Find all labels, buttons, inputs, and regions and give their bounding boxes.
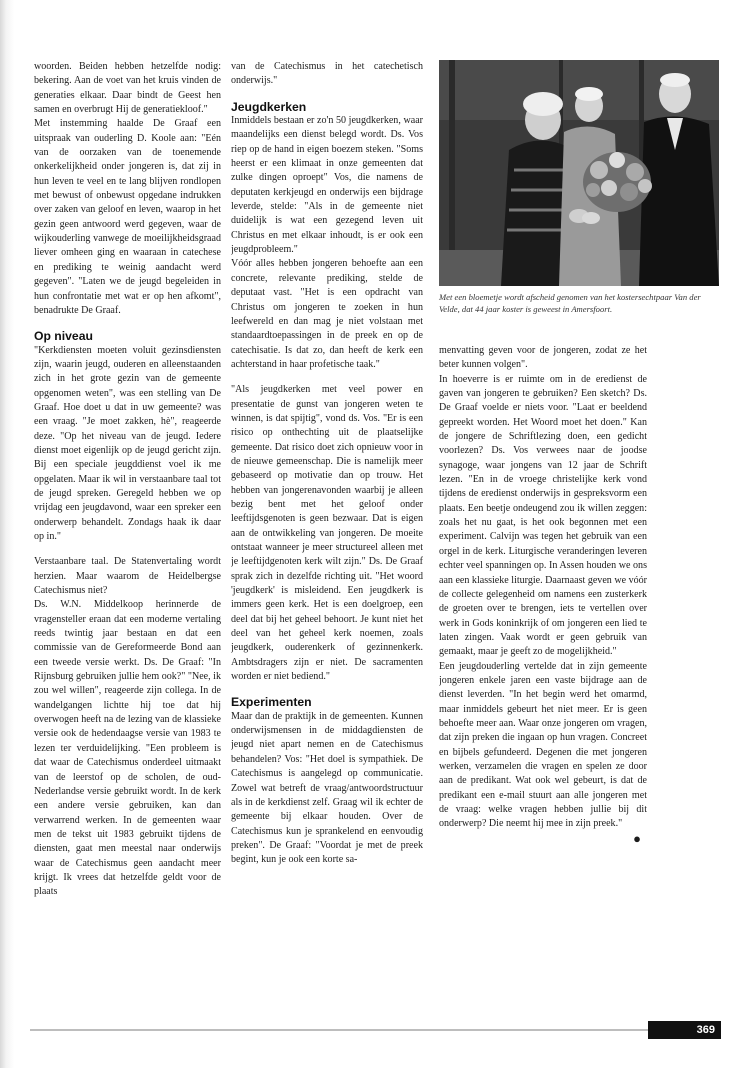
end-of-article-mark: ● (633, 830, 641, 846)
paragraph: "Kerkdiensten moeten voluit gezinsdiensten zijn, waarin jeugd, ouderen en alleenstaanden zich in het grote gezin van de gemeente opgenomen weten", was een stelling van De Graaf. Hoe doet u dat in uw gemeente? was een vraag. "Je moet zakken, hè", reageerde deze. "Op het niveau van de jeugd. Iedere dienst moet eigenlijk op de jeugd gericht zijn. Bij een speciale jeugddienst voel ik me opgelaten. Maar ik wil in verstaanbare taal tot de jeugd spreken. Geregeld hebben we op vrijdag een jeugdavond, waar een spreker een onderwerp behandelt. Zondags haak ik daar op in." (34, 344, 221, 542)
paragraph: Maar dan de praktijk in de gemeenten. Kunnen onderwijsmensen in de middagdiensten de jeugd niet apart nemen en de Catechismus behandelen? Vos: "Het doel is sympathiek. De Catechismus is aangelegd op communicatie. Zowel wat betreft de vraag/antwoordstructuur als in de kerkdienst zelf. Graag wil ik echter de gemeente bij elkaar houden. Over de Catechismus kun je sprankelend en eenvoudig preken". De Graaf: "Voordat je met de preek begint, kun je ook een korte sa- (231, 710, 423, 866)
paragraph: In hoeverre is er ruimte om in de eredienst de gaven van jongeren te gebruiken? Een sketch? Ds. De Graaf voelde er niets voor. "Laat er beeldend gepreekt worden. Het Woord moet het doen." Kan de jongere de Schriftlezing doen, een gedicht voorlezen? Ds. Vos verwees naar de joodse synagoge, waar jongens van 12 jaar de Schrift lezen. "En in de vroege christelijke kerk vond tijdens de eredienst onderwijs in gespreksvorm een plaats. Een beetje ondeugend zou ik willen zeggen: zoals het nu gaat, is het ook begonnen met een experiment. Calvijn was tegen het gebruik van een orgel in de kerk. Liturgische veranderingen leveren echter veel spanningen op. In Assen houden we ons aan een klassieke liturgie. Daarnaast geven we vóór de collecte gelegenheid om namens een zusterkerk de groeten over te brengen, iets te vertellen over werk in Gods koninkrijk of om jongeren een lied te laten zingen. Vaak wordt er geen gebruik van gemaakt, maar je geeft zo de mogelijkheid." (439, 373, 647, 658)
section-heading-experimenten: Experimenten (231, 695, 312, 710)
page-number: 369 (648, 1021, 721, 1039)
paragraph: "Als jeugdkerken met veel power en presentatie de gunst van jongeren weten te winnen, is dat spijtig", vond ds. Vos. "Er is een risico op onthechting uit de plaatselijke gemeente. Dat risico doet zich opnieuw voor in de nieuwe gemeenschap. Die is namelijk meer gebaseerd op motivatie dan op trouw. Het hebben van jongerenavonden waarbij je alleen bezig bent met het geloof onder leeftijdsgenoten is geen bezwaar. Dat is eigen aan de ontwikkeling van jongeren. De moeite ontstaat wanneer je meer structureel alleen met je leeftijdgenoten kerk wilt zijn." Ds. De Graaf sprak zich in dezelfde richting uit. "Het woord 'jeugdkerk' is misleidend. Een jeugdkerk is immers geen kerk. Het is een doelgroep, een deel dat bij het geheel behoort. Je kunt niet het deel van het geheel kerk noemen, zoals jeugdkerk, ouderenkerk of gezinnenkerk. Ambtsdragers zijn er niet. De sacramenten worden er niet bediend." (231, 384, 423, 683)
photo-illustration (439, 60, 719, 286)
section-heading-jeugdkerken: Jeugdkerken (231, 99, 307, 114)
paragraph: Met instemming haalde De Graaf een uitspraak van ouderling D. Koole aan: "Eén van de oorzaken van de toenemende onkerkelijkheid onder jongeren is, dat zij in hun leven te veel en te lang blijven rondlopen met bewust of onbewust opgedane indrukken over zaken van geloof en leven, waarop in het gezin geen antwoord werd gegeven, waar de wijkouderling vanwege de moeilijkheidsgraad liever omheen ging en waaraan in catechese en prediking te weinig aandacht werd gegeven". "Laten we de jeugd begeleiden in hun confrontatie met wat er op hen afkomt", benadrukte De Graaf. (34, 118, 221, 316)
photo-caption: Met een bloemetje wordt afscheid genomen van het kostersechtpaar Van der Velde, dat 44 jaar koster is geweest in Amersfoort. (439, 292, 701, 314)
paragraph: Een jeugdouderling vertelde dat in zijn gemeente jongeren enkele jaren een vaste bijdrage aan de dienst leverden. "In het begin werd het omarmd, maar inmiddels gebeurt het niet meer. Er is geen behoefte meer aan. Waar onze jongeren om vragen, dat zijn preken die ingaan op hun vragen. Concreet en bijbels gefundeerd. Degenen die met jongeren werken, verzamelen die vragen en spelen ze door aan de predikant. Wat ook wel gebeurt, is dat de predikant een e-mail stuurt aan alle jongeren met de vraag: welke vragen hebben jullie bij dit onderwerp? Die neemt hij mee in zijn preek." (439, 660, 647, 830)
footer-rule (30, 1029, 648, 1031)
text-column-3 (439, 344, 647, 1024)
paragraph: Vóór alles hebben jongeren behoefte aan een concrete, relevante prediking, stelde de deputaat vast. "Het is een opdracht van Christus om jongeren te zoeken in hun leefwereld en dan mag je niet volstaan met standaardtoepassingen in de preek en op de catechisatie. Is dat zo, dan heeft de kerk een achterstand in haar profetische taak." (231, 258, 423, 370)
paragraph: woorden. Beiden hebben hetzelfde nodig: bekering. Aan de voet van het kruis vinden de generaties elkaar. Daar bindt de Geest hen samen en overbrugt Hij de generatiekloof." (34, 61, 221, 116)
paragraph: Ds. W.N. Middelkoop herinnerde de vragensteller eraan dat een moderne vertaling reeds twintig jaar bestaan en dat een commissie van de Gereformeerde Bond aan een tweede versie werkt. Ds. De Graaf: "In Rijnsburg gebruiken jullie hem ook?" "Nee, ik zou wel willen", reageerde zijn collega. In de wandelgangen lichtte hij toe dat hij overwogen heeft na de lezing van de klassieke versie ook de hedendaagse versie van 1983 te lezen ter verduidelijking. "Een probleem is dat waar de Catechismus onderdeel uitmaakt van de leerstof op de scholen, de oud-Nederlandse versie gebruikt wordt. In de kerk een andere versie gebruiken, kan dan verwarrend werken. In de gemeenten waar men de tekst uit 1983 gebruikt tijdens de diensten, gaat men meestal naar onderwijs waar de Catechismus geen aandacht meer krijgt. Ik vrees dat hetzelfde geldt voor de plaats (34, 599, 221, 898)
photo-farewell-flowers (439, 60, 719, 286)
paragraph: Verstaanbare taal. De Statenvertaling wordt herzien. Maar waarom de Heidelbergse Catechismus niet? (34, 556, 221, 597)
paragraph: Inmiddels bestaan er zo'n 50 jeugdkerken, waar maandelijks een dienst belegd wordt. Ds. Vos riep op de hand in eigen boezem steken. "Soms heerst er een klimaat in onze gemeenten dat zulke dingen oproept" Vos, die namens de deputaten kerkjeugd en onderwijs een bijdrage leverde, stelde: "Als in de gemeente niet duidelijk is wat een gezegend leven uit Christus en met elkaar inhoudt, is er ook een jeugdprobleem." (231, 115, 423, 256)
text-column-2 (231, 60, 423, 1020)
section-heading-op-niveau: Op niveau (34, 329, 93, 344)
paragraph: van de Catechismus in het catechetisch onderwijs." (231, 61, 423, 87)
text-column-1 (34, 60, 221, 1020)
paragraph: menvatting geven voor de jongeren, zodat ze het beter kunnen volgen". (439, 345, 647, 371)
